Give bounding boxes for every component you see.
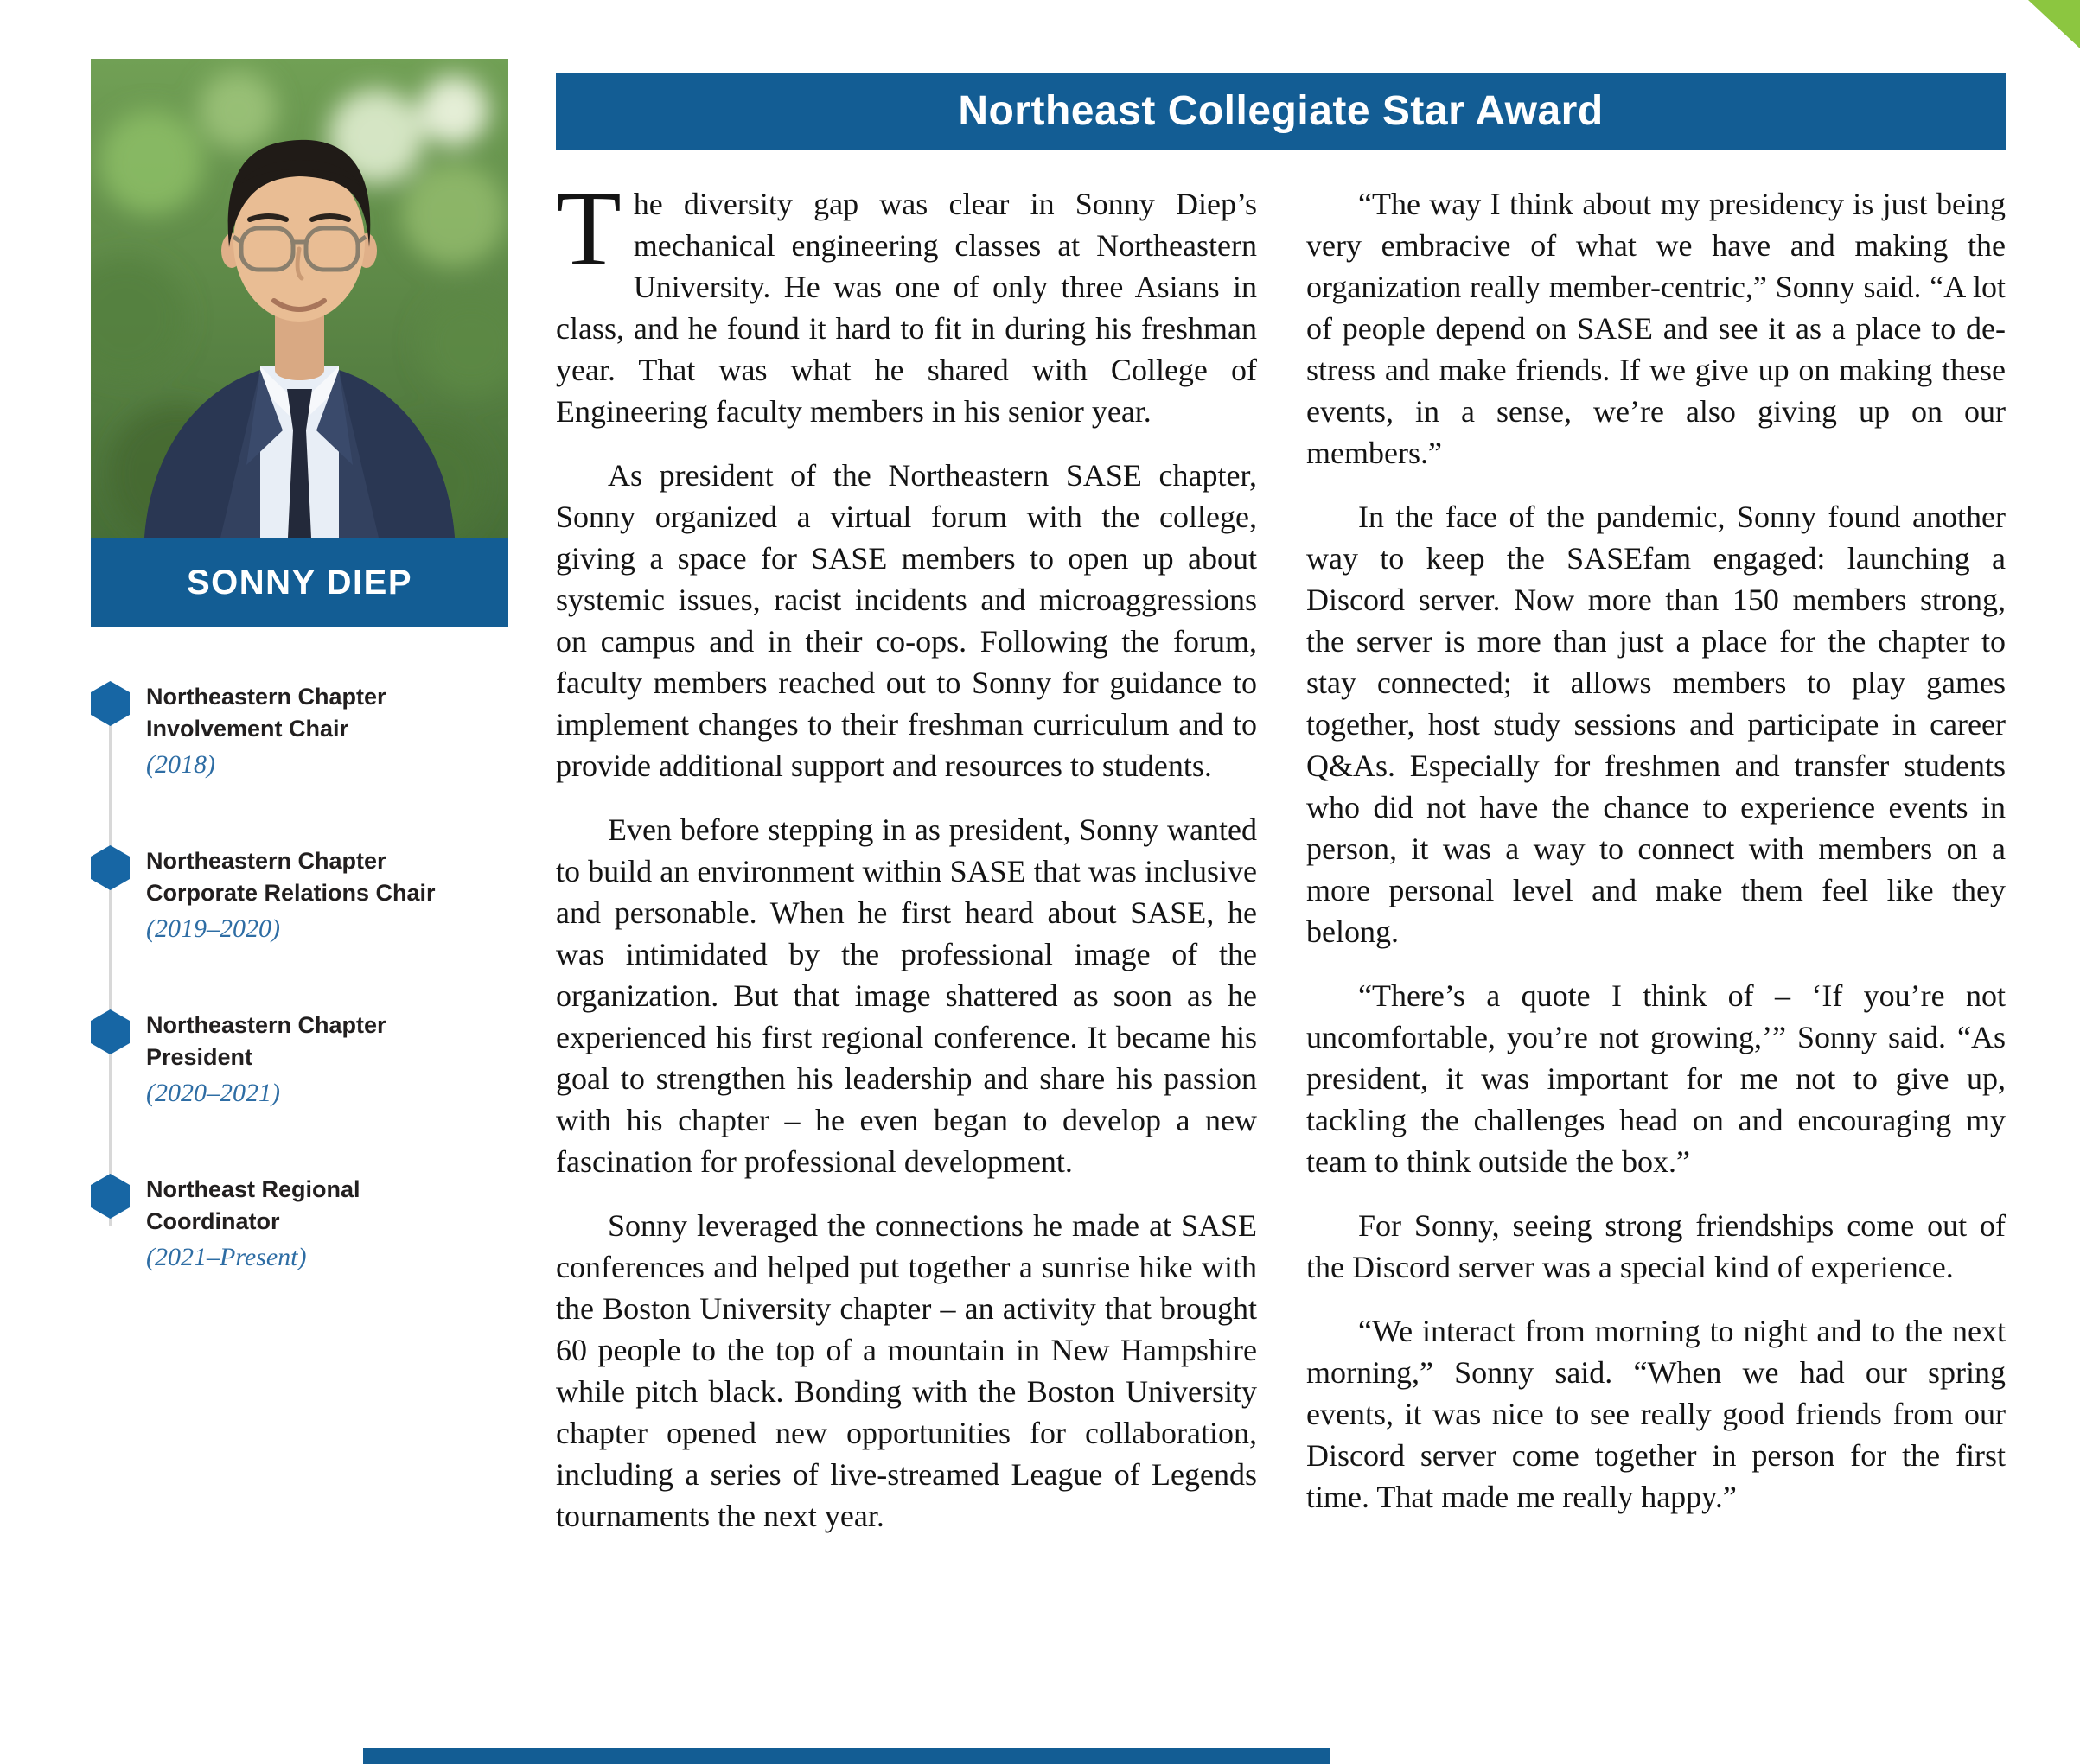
timeline-date: (2021–Present) <box>146 1243 307 1271</box>
timeline-date: (2019–2020) <box>146 914 280 943</box>
article-column-2 <box>1306 183 2006 1518</box>
timeline-title: Northeastern Chapter Involvement Chair <box>146 684 386 742</box>
paragraph-text: he diversity gap was clear in Sonny Diep’s mechanical engineering classes at Northeastern University. He was one of only three Asians in class, and he found it hard to fit in during his freshman year. That was what he shared with College of Engineering faculty members in his senior year. <box>556 187 1257 429</box>
hexagon-bullet-icon <box>91 845 130 890</box>
page-title: Northeast Collegiate Star Award <box>958 88 1604 134</box>
timeline-connector-line <box>109 716 112 1226</box>
paragraph: For Sonny, seeing strong friendships come out of the Discord server was a special kind of experience. <box>1306 1208 2006 1284</box>
hexagon-bullet-icon <box>91 1009 130 1054</box>
timeline-title: Northeastern Chapter President <box>146 1012 386 1070</box>
paragraph: “There’s a quote I think of – ‘If you’re not uncomfortable, you’re not growing,’” Sonny said. “As president, it was important for me not to give up, tackling the challenges head on and encouraging my team to think outside the box.” <box>1306 978 2006 1179</box>
article-column-1 <box>556 169 1257 1537</box>
paragraph: “The way I think about my presidency is just being very embracive of what we have and making the organization really member-centric,” Sonny said. “A lot of people depend on SASE and see it as a place to de-stress and make friends. If we give up on making these events, in a sense, we’re also giving up on our members.” <box>1306 187 2006 470</box>
paragraph <box>556 169 1257 432</box>
paragraph: As president of the Northeastern SASE chapter, Sonny organized a virtual forum with the college, giving a space for SASE members to open up about systemic issues, racist incidents and microaggressions on campus and in their co-ops. Following the forum, faculty members reached out to Sonny for guidance to implement changes to their freshman curriculum and to provide additional support and resources to students. <box>556 458 1257 783</box>
corner-accent-triangle-icon <box>2028 0 2080 48</box>
timeline-title: Northeast Regional Coordinator <box>146 1176 360 1234</box>
paragraph: In the face of the pandemic, Sonny found another way to keep the SASEfam engaged: launching a Discord server. Now more than 150 members strong, the server is more than just a place for the chapter to stay connected; it allows members to play games together, host study sessions and participate in career Q&As. Especially for freshmen and transfer students who did not have the chance to experience events in person, it was a way to connect with members on a more personal level and make them feel like they belong. <box>1306 500 2006 949</box>
timeline <box>91 681 523 1338</box>
timeline-item-corporate-relations-chair <box>91 845 523 944</box>
timeline-item-president <box>91 1009 523 1108</box>
paragraph: Even before stepping in as president, Sonny wanted to build an environment within SASE that was inclusive and personable. When he first heard about SASE, he was intimidated by the professional image of the organization. But that image shattered as soon as he experienced his first regional conference. It became his goal to strengthen his leadership and share his passion with his chapter – he even began to develop a new fascination for professional development. <box>556 812 1257 1179</box>
award-title-banner <box>556 73 2006 150</box>
timeline-title: Northeastern Chapter Corporate Relations Chair <box>146 848 436 906</box>
drop-cap: T <box>556 169 622 288</box>
footer-accent-bar <box>363 1748 1330 1764</box>
timeline-item-involvement-chair <box>91 681 523 780</box>
paragraph: Sonny leveraged the connections he made at SASE conferences and helped put together a sunrise hike with the Boston University chapter – an activity that brought 60 people to the top of a mountain in New Hampshire while pitch black. Bonding with the Boston University chapter opened new opportunities for collaboration, including a series of live-streamed League of Legends tournaments the next year. <box>556 1208 1257 1533</box>
paragraph: “We interact from morning to night and to the next morning,” Sonny said. “When we had our spring events, it was nice to see really good friends from our Discord server come together in person for the first time. That made me really happy.” <box>1306 1314 2006 1514</box>
portrait-illustration <box>91 59 508 538</box>
hexagon-bullet-icon <box>91 1174 130 1219</box>
timeline-date: (2018) <box>146 750 215 779</box>
hexagon-bullet-icon <box>91 681 130 726</box>
timeline-date: (2020–2021) <box>146 1079 280 1107</box>
timeline-item-regional-coordinator <box>91 1174 523 1272</box>
name-banner: SONNY DIEP <box>91 538 508 627</box>
profile-photo <box>91 59 508 538</box>
